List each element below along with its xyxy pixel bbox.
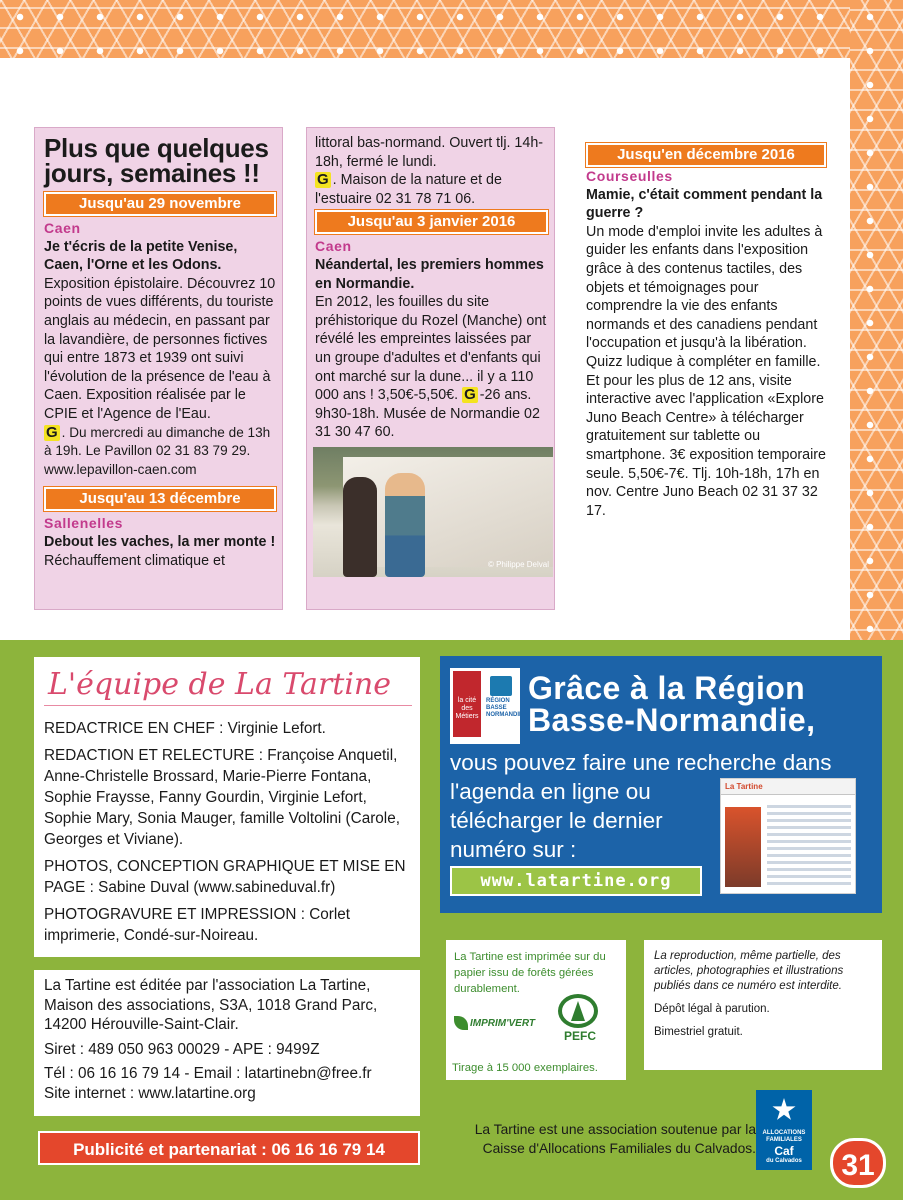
event-info: . Du mercredi au dimanche de 13h à 19h. Le Pavillon 02 31 83 79 29. www.lepavillon-caen.com bbox=[44, 424, 271, 477]
event-description: Un mode d'emploi invite les adultes à guider les enfants dans l'exposition grâce à des contenus tactiles, des objets et témoignages pour comprendre la vie des enfants normands et des canadiens pendant l'occupation et jusqu'à la libération. Quizz ludique à compléter en famille. Et pour les plus de 12 ans, visite interactive avec l'application «Explore Juno Beach Centre» à télécharger gratuitement sur tablette ou smartphone. 3€ exposition temporaire seule. 5,50€-7€. Tlj. 10h-18h, 17h en nov. Centre Juno Beach 02 31 37 32 17. bbox=[586, 223, 827, 519]
decorative-pattern-top bbox=[0, 0, 903, 58]
team-editor: REDACTRICE EN CHEF : Virginie Lefort. bbox=[44, 720, 326, 737]
region-title: Grâce à la Région Basse-Normandie, bbox=[528, 670, 816, 738]
event-city: Caen bbox=[44, 220, 81, 236]
team-writers: REDACTION ET RELECTURE : Françoise Anquetil, Anne-Christelle Brossard, Marie-Pierre Fontana, Sophie Fraysse, Fanny Gourdin, Virginie Lefort, Sophie Mary, Sonia Mauger, famille Voltolini (Carole, Georges et Viviane). bbox=[44, 747, 400, 848]
publisher-siret: Siret : 489 050 963 00029 - APE : 9499Z bbox=[44, 1040, 320, 1058]
event-photo bbox=[313, 447, 553, 577]
photo-credit: © Philippe Delval bbox=[487, 560, 549, 570]
event-city: Caen bbox=[315, 238, 352, 255]
event-date: Jusqu'au 3 janvier 2016 bbox=[315, 210, 548, 234]
free-g-badge: G bbox=[464, 386, 476, 404]
website-screenshot: La Tartine bbox=[720, 778, 856, 894]
event-description: Réchauffement climatique et bbox=[44, 552, 225, 569]
legal-frequency: Bimestriel gratuit. bbox=[654, 1026, 743, 1038]
event-date: Jusqu'au 13 décembre bbox=[44, 487, 276, 511]
event-city: Courseulles bbox=[586, 168, 673, 184]
print-run: Tirage à 15 000 exemplaires. bbox=[452, 1062, 598, 1074]
decorative-pattern-right bbox=[850, 0, 903, 640]
publisher-website: Site internet : www.latartine.org bbox=[44, 1084, 256, 1102]
legal-reproduction: La reproduction, même partielle, des articles, photographies et illustrations publiés dans ce numéro est interdite. bbox=[654, 950, 844, 992]
team-layout: PHOTOS, CONCEPTION GRAPHIQUE ET MISE EN PAGE : Sabine Duval (www.sabineduval.fr) bbox=[44, 858, 406, 896]
legal-deposit: Dépôt légal à parution. bbox=[654, 1003, 770, 1015]
eco-box bbox=[446, 940, 626, 1080]
team-title: L'équipe de La Tartine bbox=[44, 665, 412, 706]
events-column-3 bbox=[586, 127, 826, 520]
publisher-address: La Tartine est éditée par l'association La Tartine, Maison des associations, S3A, 1018 Grand Parc, 14200 Hérouville-Saint-Clair. bbox=[44, 977, 378, 1033]
eco-text: La Tartine est imprimée sur du papier issu de forêts gérées durablement. bbox=[454, 951, 606, 995]
caf-star-icon bbox=[772, 1098, 796, 1122]
team-printing: PHOTOGRAVURE ET IMPRESSION : Corlet imprimerie, Condé-sur-Noireau. bbox=[44, 906, 350, 944]
event-title: Néandertal, les premiers hommes en Normandie. bbox=[315, 256, 544, 292]
event-date: Jusqu'en décembre 2016 bbox=[586, 143, 826, 167]
region-box bbox=[440, 656, 882, 913]
event-title: Debout les vaches, la mer monte ! bbox=[44, 533, 276, 550]
events-column-2 bbox=[306, 127, 555, 610]
advertising-banner: Publicité et partenariat : 06 16 16 79 14 bbox=[38, 1131, 420, 1165]
pefc-logo: PEFC bbox=[552, 994, 608, 1046]
event-info: . Maison de la nature et de l'estuaire 02 31 78 71 06. bbox=[315, 172, 502, 207]
event-date: Jusqu'au 29 novembre bbox=[44, 192, 276, 216]
event-description: Exposition épistolaire. Découvrez 10 points de vues différents, du touriste anglais au médecin, en passant par la lavandière, de personnes fictives qui entre 1873 et 1939 ont suivi l'évolution de la présence de l'eau à Caen. Exposition réalisée par le CPIE et l'Agence de l'Eau. bbox=[44, 275, 276, 422]
website-link[interactable]: www.latartine.org bbox=[450, 866, 702, 896]
section-title: Plus que quelques jours, semaines !! bbox=[44, 133, 269, 188]
page-number: 31 bbox=[830, 1138, 886, 1188]
free-g-badge: G bbox=[46, 423, 58, 441]
events-column-1 bbox=[34, 127, 283, 610]
leaf-icon bbox=[454, 1016, 468, 1030]
event-title: Mamie, c'était comment pendant la guerre ? bbox=[586, 186, 823, 222]
free-g-badge: G bbox=[317, 171, 329, 189]
imprim-vert-logo: IMPRIM'VERT bbox=[454, 1016, 535, 1032]
team-box bbox=[34, 657, 420, 957]
event-city: Sallenelles bbox=[44, 515, 123, 532]
publisher-contact: Tél : 06 16 16 79 14 - Email : latartinebn@free.fr bbox=[44, 1065, 372, 1082]
region-text: vous pouvez faire une recherche dans l'agenda en ligne ou télécharger le dernier numéro sur : bbox=[450, 750, 832, 862]
cite-des-metiers-logo: la cité des Métiers RÉGION BASSE NORMANDIE bbox=[450, 668, 520, 744]
event-continued: littoral bas-normand. Ouvert tlj. 14h-18h, fermé le lundi. bbox=[315, 135, 544, 170]
event-description: En 2012, les fouilles du site préhistorique du Rozel (Manche) ont révélé les empreintes laissées par un groupe d'adultes et d'enfants qui ont marché sur la dune... il y a 110 000 ans ! 3,50€-5,50€. bbox=[315, 294, 547, 404]
legal-box bbox=[644, 940, 882, 1070]
caf-logo: ALLOCATIONS FAMILIALES Caf du Calvados bbox=[756, 1090, 812, 1170]
caf-support-text: La Tartine est une association soutenue par la Caisse d'Allocations Familiales du Calvados. bbox=[474, 1122, 756, 1156]
event-title: Je t'écris de la petite Venise, Caen, l'Orne et les Odons. bbox=[44, 238, 238, 274]
publisher-box bbox=[34, 970, 420, 1116]
event-info: -26 ans. 9h30-18h. Musée de Normandie 02 31 30 47 60. bbox=[315, 387, 540, 441]
